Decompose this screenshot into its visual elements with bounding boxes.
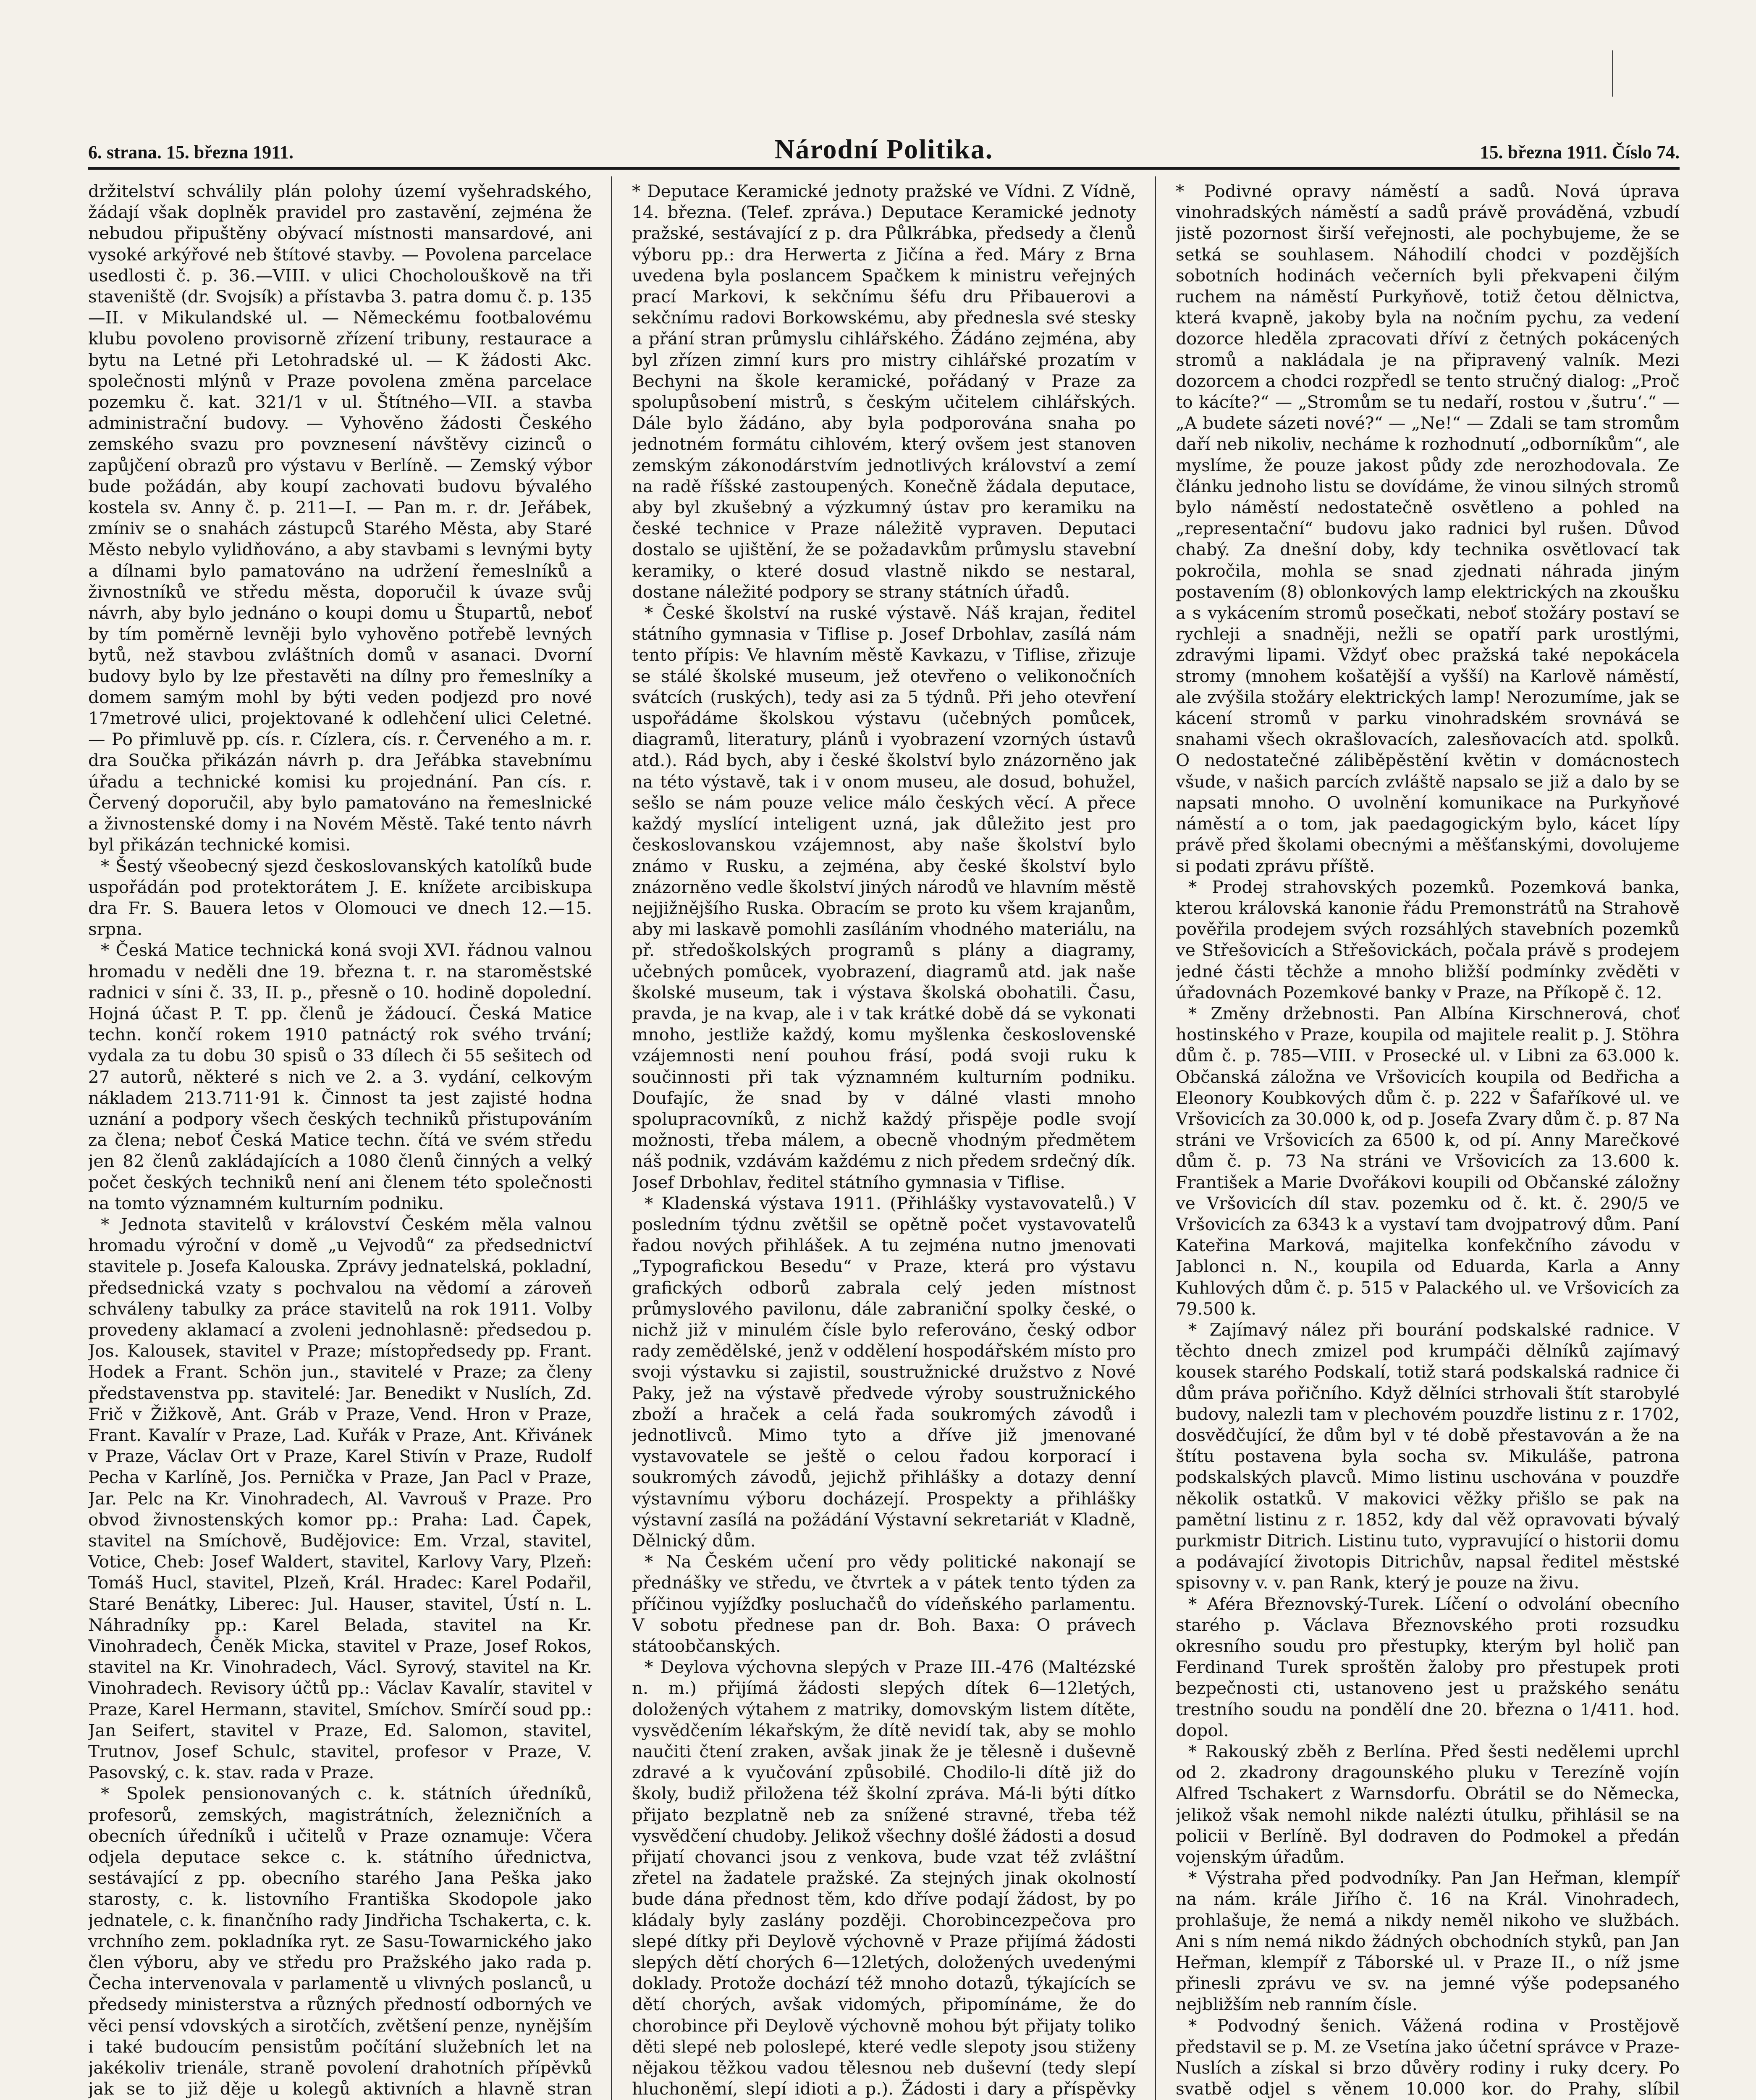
page-date-left: 6. strana. 15. března 1911. — [88, 142, 294, 163]
article-text: * Podvodný šenich. Vážená rodina v Prostějově představil se p. M. ze Vsetína jako účetní správce v Praze-Nuslích a získal si brzo důvěry rodiny i ruky dcery. Po svatbě odjel s věnem 10.000 kor. do Prahy, slíbil — [1176, 2015, 1680, 2099]
article-text: * Deylova výchovna slepých v Praze III.-476 (Maltézské n. m.) přijímá žádosti slepých dítek 6—12letých, doložených výtahem z matriky, domovským listem dítěte, vysvědčením lékařským, že dítě nevidí tak, aby se mohlo naučiti čtení zraken, avšak jinak že je tělesně i duševně zdravé a k vyučování způsobilé. Chodilo-li dítě již do školy, budiž přiložena též školní zpráva. Má-li býti dítko přijato bezplatně neb za snížené stravné, třeba též vysvědčení chudoby. Jelikož všechny došlé žádosti a dosud přijatí chovanci jsou z venkova, bude vzat též zvláštní zřetel na žadatele pražské. Za stejných jinak okolností bude dána přednost těm, kdo dříve podají žádost, by po kládaly byly zaslány později. Chorobincezpečova pro slepé dítky při Deylově výchovně v Praze přijímá žádosti slepých dětí chorých 6—12letých, doložených uvedenými doklady. Protože dochází též mnoho dotazů, týkajících se dětí chorých, avšak vidomých, připomínáme, že do chorobince při Deylově výchovně mohou být přijaty toliko děti slepé neb poloslepé, které vedle slepoty jsou stiženy nějakou těžkou vadou tělesnou neb duševní (tedy slepí hluchoněmí, slepí idioti a p.). Žádosti i dary a příspěvky — [632, 1657, 1136, 2099]
article-text: * Aféra Březnovský-Turek. Líčení o odvolání obecního starého p. Václava Březnovského proti rozsudku okresního soudu pro přestupky, kterým byl holič pan Ferdinand Turek sproštěn žaloby pro přestupek proti bezpečnosti cti, ustanoveno jest u pražského senátu trestního soudu na pondělí dne 20. března o 1/411. hod. dopol. — [1176, 1593, 1680, 1740]
margin-mark — [1612, 50, 1634, 97]
article-text: * Podivné opravy náměstí a sadů. Nová úprava vinohradských náměstí a sadů právě prováděná, vzbudí jistě pozornost širší veřejnosti, ale pochybujeme, že se setká se souhlasem. Náhodilí chodci v pozdějších sobotních hodinách večerních byli překvapeni čilým ruchem na náměstí Purkyňově, totiž četou dělnictva, která kvapně, jakoby byla na nočním pychu, za vedení dozorce hleděla zpracovati dříví z četných pokácených stromů a nakládala je na připravený valník. Mezi dozorcem a chodci rozpředl se tento stručný dialog: „Proč to kácíte?“ — „Stromům se tu nedaří, rostou v ‚šutru‘.“ — „A budete sázeti nové?“ — „Ne!“ — Zdali se tam stromům daří neb nikoliv, necháme k rozhodnutí „odborníkům“, ale myslíme, že pouze jakost půdy zde nerozhodovala. Ze článku jednoho listu se dovídáme, že vinou silných stromů bylo náměstí nedostatečně osvětleno a pohled na „representační“ budovu jako radnici byl rušen. Důvod chabý. Za dnešní doby, kdy technika osvětlovací tak pokročila, mohla se snad zjednati náhrada jiným postavením (8) oblonkových lamp elektrických na zkoušku a s vykácením stromů posečkati, neboť stožáry postaví se rychleji a snadněji, nežli se opatří park urostlými, zdravými lipami. Vždyť obec pražská také nepokácela stromy (mnohem košatější a vyšší) na Karlově náměstí, ale zvýšila stožáry elektrických lamp! Nerozumíme, jak se kácení stromů v parku vinohradském srovnává se snahami všech okrašlovacích, zalesňovacích atd. spolků. O nedostatečné záliběpěstění květin v domácnostech všude, v našich parcích zvláště napsalo se již a dalo by se napsati mnoho. O uvolnění komunikace na Purkyňové náměstí a o tom, jak paedagogickým bylo, kácet lípy právě před školami obecnými a měšťanskými, dovolujeme si podati zprávu příště. — [1176, 181, 1680, 876]
article-text: držitelství schválily plán polohy území vyšehradského, žádají však doplněk pravidel pro zastavění, zejména že nebudou připuštěny obývací místnosti mansardové, ani vysoké arkýřové neb štítové stavby. — Povolena parcelace usedlosti č. p. 36.—VIII. v ulici Chocholouškově na tři staveniště (dr. Svojsík) a přístavba 3. patra domu č. p. 135—II. v Mikulandské ul. — Německému footbalovému klubu povoleno provisorně zřízení tribuny, restaurace a bytu na Letné při Letohradské ul. — K žádosti Akc. společnosti mlýnů v Praze povolena změna parcelace pozemku č. kat. 321/1 v ul. Štítného—VII. a stavba administrační budovy. — Vyhověno žádosti Českého zemského svazu pro povznesení návštěvy cizinců o zapůjčení obrazů pro výstavu v Berlíně. — Zemský výbor bude požádán, aby koupí zachovati budovu bývalého kostela sv. Anny č. p. 211—I. — Pan m. r. dr. Jeřábek, zmíniv se o snahách zástupců Starého Města, aby Staré Město nebylo vylidňováno, a aby stavbami s levnými byty a dílnami bylo pamatováno na udržení řemeslníků a živnostníků ve středu města, doporučil k úvaze svůj návrh, aby bylo jednáno o koupi domu u Štupartů, neboť by tím poměrně levněji bylo vyhověno potřebě levných bytů, než stavbou zvláštních domů v asanaci. Dvorní budovy bylo by lze přestavěti na dílny pro řemeslníky a domem samým mohl by býti veden podjezd pro nové 17metrové ulici, projektované k odlehčení ulici Celetné. — Po přimluvě pp. cís. r. Cízlera, cís. r. Červeného a m. r. dra Součka přikázán návrh p. dra Jeřábka stavebnímu úřadu a technické komisi ku projednání. Pan cís. r. Červený doporučil, aby bylo pamatováno na řemeslnické a živnostenské domy i na Novém Městě. Také tento návrh byl přikázán technické komisi. — [88, 181, 592, 855]
column-1 — [88, 181, 592, 2100]
column-2 — [632, 181, 1136, 2100]
article-text: * Kladenská výstava 1911. (Přihlášky vystavovatelů.) V posledním týdnu zvětšil se opětně počet vystavovatelů řadou nových přihlášek. A tu zejména nutno jmenovati „Typografickou Besedu“ v Praze, která pro výstavu grafických odborů zabrala celý jeden místnost průmyslového pavilonu, dále zabraniční spolky české, o nichž již v minulém čísle bylo referováno, český odbor rady zemědělské, jenž v oddělení hospodářském místo pro svoji výstavku si zajistil, soustružnické družstvo z Nové Paky, jež na výstavě předvede výroby soustružnického zboží a hraček a celá řada soukromých závodů i jednotlivců. Mimo tyto a dříve již jmenované vystavovatele se ještě o celou řadou korporací i soukromých závodů, jejichž přihlášky a dotazy denní výstavnímu výboru docházejí. Prospekty a přihlášky výstavní zasílá na požádání Výstavní sekretariát v Kladně, Dělnický dům. — [632, 1193, 1136, 1551]
column-3 — [1176, 181, 1680, 2100]
article-text: * Na Českém učení pro vědy politické nakonají se přednášky ve středu, ve čtvrtek a v pátek tento týden za příčinou vyjížďky posluchačů do vídeňského parlamentu. V sobotu přednese pan dr. Boh. Baxa: O právech státoobčanských. — [632, 1551, 1136, 1656]
article-text: * České školství na ruské výstavě. Náš krajan, ředitel státního gymnasia v Tiflise p. Josef Drbohlav, zasílá nám tento přípis: Ve hlavním městě Kavkazu, v Tiflise, zřizuje se stálé školské museum, jež otevřeno o velikonočních svátcích (ruských), tedy asi za 5 týdnů. Při jeho otevření uspořádáme školskou výstavu (učebných pomůcek, diagramů, literatury, plánů i vyobrazení vzorných ústavů atd.). Rád bych, aby i české školství bylo znázorněno jak na této výstavě, tak i v onom museu, ale dosud, bohužel, sešlo se nám pouze velice málo českých věcí. A přece každý myslící inteligent uzná, jak důležito jest pro českoslovanskou vzájemnost, aby naše školství bylo známo v Rusku, a zejména, aby české školství bylo znázorněno vedle školství jiných národů ve hlavním městě nejjižnějšího Ruska. Obracím se proto ku všem krajanům, aby mi laskavě pomohli zasíláním vhodného materiálu, na př. středoškolských programů s plány a diagramy, učebných pomůcek, vyobrazení, diagramů atd. jak naše školské museum, tak i výstava školská obohatili. Času, pravda, je na kvap, ale i v tak krátké době dá se vykonati mnoho, jestliže každý, komu myšlenka československé vzájemnosti není pouhou frásí, podá svoji ruku k součinnosti při tak významném kulturním podniku. Doufajíc, že snad by v dálné vlasti mnoho spolupracovníků, z nichž každý přispěje podle svojí možnosti, třeba málem, a obecně vhodným předmětem náš podnik, vzdávám každému z nich předem srdečný dík. Josef Drbohlav, ředitel státního gymnasia v Tiflise. — [632, 603, 1136, 1192]
article-text: * Rakouský zběh z Berlína. Před šesti nedělemi uprchl od 2. zkadrony dragounského pluku v Terezíně vojín Alfred Tschakert z Warnsdorfu. Obrátil se do Německa, jelikož však nemohl nikde nalézti útulku, přihlásil se na policii v Berlíně. Byl dodraven do Podmokel a předán vojenským úřadům. — [1176, 1741, 1680, 1867]
article-text: * Deputace Keramické jednoty pražské ve Vídni. Z Vídně, 14. března. (Telef. zpráva.) Deputace Keramické jednoty pražské, sestávající z p. dra Půlkrábka, předsedy a členů výboru pp.: dra Herwerta z Jičína a řed. Máry z Brna uvedena byla poslancem Spačkem k ministru veřejných prací Markovi, k sekčnímu šéfu dru Přibauerovi a sekčnímu radovi Borkowskému, aby přednesla své stesky a přání stran průmyslu cihlářského. Žádáno zejména, aby byl zřízen zimní kurs pro mistry cihlářské prozatím v Bechyni na škole keramické, pořádaný v Praze za spolupůsobení mistrů, s českým učitelem cihlářských. Dále bylo žádáno, aby byla podporována snaha po jednotném formátu cihlovém, který ovšem jest stanoven zemským zákonodárstvím jednotlivých království a zemí na radě říšské zastoupených. Konečně žádala deputace, aby byl zkušebný a výzkumný ústav pro keramiku na české technice v Praze náležitě vypraven. Deputaci dostalo se ujištění, že se požadavkům průmyslu stavební keramiky, o které dosud vlastně nikdo se nestaral, dostane náležité podpory se strany státních úřadů. — [632, 181, 1136, 602]
column-rule — [1155, 176, 1156, 2100]
masthead — [88, 134, 1680, 170]
article-text: * Česká Matice technická koná svoji XVI. řádnou valnou hromadu v neděli dne 19. března t. r. na staroměstské radnici v síni č. 33, II. p., přesně o 10. hodině dopolední. Hojná účast P. T. pp. členů je žádoucí. Česká Matice techn. končí rokem 1910 patnáctý rok svého trvání; vydala za tu dobu 30 spisů o 33 dílech či 55 sešitech od 27 autorů, některé s nich ve 2. a 3. vydání, celkovým nákladem 213.711·91 k. Činnost ta jest zajisté hodna uznání a podpory všech českých techniků přistupováním za člena; neboť Česká Matice techn. čítá ve svém středu jen 82 členů zakládajících a 1080 členů činných a velký počet českých techniků není ani členem této společnosti na tomto významném kulturním podniku. — [88, 940, 592, 1213]
article-text: * Spolek pensionovaných c. k. státních úředníků, profesorů, zemských, magistrátních, železničních a obecních úředníků i učitelů v Praze oznamuje: Včera odjela deputace sekce c. k. státního úřednictva, sestávající z pp. obecního starého Jana Peška jako starosty, c. k. listovního Františka Skodopole jako jednatele, c. k. finančního rady Jindřicha Tschakerta, c. k. vrchního zem. pokladníka ryt. ze Sasu-Towarnického jako člen výboru, aby ve středu pro Pražského jako rada p. Čecha intervenovala v parlamentě u vlivných poslanců, u předsedy ministerstva a různých předností odborných ve věci pensí vdovských a sirotčích, zvětšení penze, nynějším i také budoucím pensistům počítání služebních let na jakékoliv trienále, straně povolení drahotních přípěvků jak se to již děje u kolegů aktivních a hlavně stran — [88, 1783, 592, 2099]
column-rule — [611, 176, 612, 2100]
article-text: * Změny držebnosti. Pan Albína Kirschnerová, choť hostinského v Praze, koupila od majitele realit p. J. Stöhra dům č. p. 785—VIII. v Prosecké ul. v Libni za 63.000 k. Občanská záložna ve Vršovicích koupila od Bedřicha a Eleonory Koubkových dům č. p. 222 v Šafaříkové ul. ve Vršovicích za 30.000 k, od p. Josefa Zvary dům č. p. 87 Na stráni ve Vršovicích za 6500 k, od pí. Anny Marečkové dům č. p. 73 Na stráni ve Vršovicích za 13.600 k. František a Marie Dvořákovi koupili od Občanské záložny ve Vršovicích díl stav. pozemku od č. kt. č. 290/5 ve Vršovicích za 6343 k a vystaví tam dvojpatrový dům. Paní Kateřina Marková, majitelka konfekčního závodu v Jablonci n. N., koupila od Eduarda, Karla a Anny Kuhlových dům č. p. 515 v Palackého ul. ve Vršovicích za 79.500 k. — [1176, 1003, 1680, 1319]
article-text: * Zajímavý nález při bourání podskalské radnice. V těchto dnech zmizel pod krumpáči dělníků zajímavý kousek starého Podskalí, totiž stará podskalská radnice či dům práva pořičního. Když dělníci strhovali štít starobylé budovy, nalezli tam v plechovém pouzdře listinu z r. 1702, dosvědčující, že dům byl v té době přestavován a že na štítu postavena byla socha sv. Mikuláše, patrona podskalských plavců. Mimo listinu uschována v pouzdře několik ostatků. V makovici věžky přišlo se pak na pamětní listinu z r. 1852, kdy dal věž opravovati bývalý purkmistr Ditrich. Listinu tuto, vypravující o historii domu a podávající životopis Ditrichův, napsal ředitel městské spisovny v. v. pan Rank, který je pouze na živu. — [1176, 1319, 1680, 1593]
newspaper-title: Národní Politika. — [774, 134, 993, 165]
article-text: * Šestý všeobecný sjezd českoslovanských katolíků bude uspořádán pod protektorátem J. E. knížete arcibiskupa dra Fr. S. Bauera letos v Olomouci ve dnech 12.—15. srpna. — [88, 856, 592, 940]
issue-number: 15. března 1911. Číslo 74. — [1480, 142, 1680, 163]
article-text: * Prodej strahovských pozemků. Pozemková banka, kterou královská kanonie řádu Premonstrátů na Strahově pověřila prodejem svých rozsáhlých stavebních pozemků ve Střešovicích a Střešovickách, počala právě s prodejem jedné části těchže a mnoho bližší podmínky zvěděti v úřadovnách Pozemkové banky v Praze, na Příkopě č. 12. — [1176, 877, 1680, 1003]
article-text: * Jednota stavitelů v království Českém měla valnou hromadu výroční v domě „u Vejvodů“ za předsednictví stavitele p. Josefa Kalouska. Zprávy jednatelská, pokladní, předsednická vzaty s pochvalou na vědomí a zároveň schváleny tabulky za práce stavitelů na rok 1911. Volby provedeny aklamací a zvoleni jednohlasně: předsedou p. Jos. Kalousek, stavitel v Praze; místopředsedy pp. Frant. Hodek a Frant. Schön jun., stavitelé v Praze; za členy představenstva pp. stavitelé: Jar. Benedikt v Nuslích, Zd. Frič v Žižkově, Ant. Gráb v Praze, Vend. Hron v Praze, Frant. Kavalír v Praze, Lad. Kuřák v Praze, Ant. Křivánek v Praze, Václav Ort v Praze, Karel Stivín v Praze, Rudolf Pecha v Karlíně, Jos. Pernička v Praze, Jan Pacl v Praze, Jar. Pelc na Kr. Vinohradech, Al. Vavrouš v Praze. Pro obvod živnostenských komor pp.: Praha: Lad. Čapek, stavitel na Smíchově, Budějovice: Em. Vrzal, stavitel, Votice, Cheb: Josef Waldert, stavitel, Karlovy Vary, Plzeň: Tomáš Hucl, stavitel, Plzeň, Král. Hradec: Karel Podařil, Staré Benátky, Liberec: Jul. Hauser, stavitel, Ústí n. L. Náhradníky pp.: Karel Belada, stavitel na Kr. Vinohradech, Čeněk Micka, stavitel v Praze, Josef Rokos, stavitel na Kr. Vinohradech, Václ. Syrový, stavitel na Kr. Vinohradech. Revisory účtů pp.: Václav Kavalír, stavitel v Praze, Karel Hermann, stavitel, Smíchov. Smírčí soud pp.: Jan Seifert, stavitel v Praze, Ed. Salomon, stavitel, Trutnov, Josef Schulc, stavitel, profesor v Praze, V. Pasovský, c. k. stav. rada v Praze. — [88, 1214, 592, 1783]
article-text: * Výstraha před podvodníky. Pan Jan Heřman, klempíř na nám. krále Jiřího č. 16 na Král. Vinohradech, prohlašuje, že nemá a nikdy neměl nikoho ve službách. Ani s ním nemá nikdo žádných obchodních styků, pan Jan Heřman, klempíř z Táborské ul. v Praze II., o níž jsme přinesli zprávu ve sv. na jemné výše podepsaného nejbližším neb ranním čísle. — [1176, 1868, 1680, 2015]
